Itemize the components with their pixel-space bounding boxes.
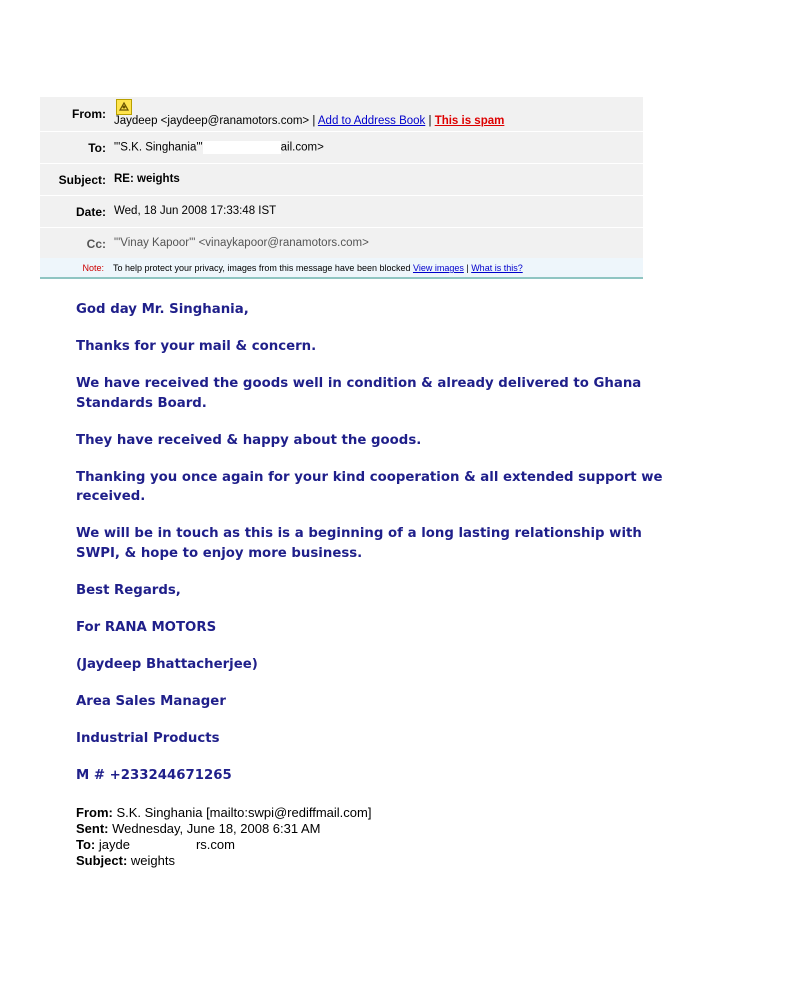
- signature-company: For RANA MOTORS: [76, 619, 217, 635]
- quoted-to-label: To:: [76, 837, 96, 852]
- closing: Best Regards,: [76, 582, 181, 598]
- message-body: [76, 300, 676, 803]
- from-row: [40, 97, 643, 132]
- quoted-to-start: jayde: [95, 837, 130, 852]
- body-paragraph: We will be in touch as this is a beginning of a long lasting relationship with SWPI, & hope to enjoy more business.: [76, 526, 642, 561]
- subject-value: RE: weights: [114, 173, 180, 185]
- contact-card-icon[interactable]: [116, 99, 132, 115]
- cc-row: [40, 228, 643, 260]
- to-value: [114, 141, 324, 154]
- quoted-to: [76, 837, 371, 853]
- add-to-address-book-link[interactable]: Add to Address Book: [317, 115, 426, 127]
- image-blocked-note: [40, 258, 643, 279]
- to-row: [40, 132, 643, 164]
- date-value: Wed, 18 Jun 2008 17:33:48 IST: [114, 205, 277, 217]
- note-separator: |: [463, 263, 472, 273]
- date-row: [40, 196, 643, 228]
- quoted-from: [76, 805, 371, 821]
- email-header: [40, 97, 643, 260]
- from-address: Jaydeep <jaydeep@ranamotors.com> |: [114, 115, 318, 127]
- subject-label: Subject:: [58, 173, 106, 187]
- note-text-wrap: [113, 263, 523, 273]
- redacted-block: [130, 840, 196, 852]
- signature-division: Industrial Products: [76, 730, 220, 746]
- to-value-start: "'S.K. Singhania'": [114, 141, 203, 154]
- redacted-block: [203, 141, 281, 154]
- to-value-end: ail.com>: [280, 141, 324, 154]
- to-label: To:: [88, 141, 106, 155]
- signature-title: Area Sales Manager: [76, 693, 226, 709]
- subject-row: [40, 164, 643, 196]
- from-label: From:: [72, 107, 106, 121]
- cc-value: "'Vinay Kapoor'" <vinaykapoor@ranamotors.com>: [114, 237, 369, 249]
- quoted-sent-value: Wednesday, June 18, 2008 6:31 AM: [108, 821, 321, 836]
- what-is-this-link[interactable]: What is this?: [471, 263, 523, 273]
- note-text: To help protect your privacy, images from this message have been blocked: [113, 263, 413, 273]
- quoted-from-label: From:: [76, 805, 113, 820]
- signature-phone: M # +233244671265: [76, 767, 232, 783]
- quoted-subject-label: Subject:: [76, 853, 128, 868]
- greeting: God day Mr. Singhania,: [76, 302, 249, 317]
- from-value: [114, 115, 504, 127]
- quoted-sent: [76, 821, 371, 837]
- quoted-to-end: rs.com: [195, 837, 235, 852]
- quoted-subject: [76, 853, 371, 869]
- body-paragraph: They have received & happy about the goods.: [76, 432, 422, 448]
- body-paragraph: We have received the goods well in condition & already delivered to Ghana Standards Board.: [76, 376, 642, 411]
- signature-name: (Jaydeep Bhattacherjee): [76, 656, 258, 672]
- quoted-subject-value: weights: [127, 853, 175, 868]
- quoted-sent-label: Sent:: [76, 821, 109, 836]
- cc-label: Cc:: [86, 237, 106, 251]
- note-label: Note:: [82, 263, 104, 273]
- view-images-link[interactable]: View images: [412, 263, 464, 273]
- body-paragraph: Thanks for your mail & concern.: [76, 339, 317, 354]
- quoted-from-value: S.K. Singhania [mailto:swpi@rediffmail.com]: [112, 805, 372, 820]
- this-is-spam-link[interactable]: This is spam: [434, 115, 505, 127]
- quoted-header: [76, 805, 371, 869]
- body-paragraph: Thanking you once again for your kind cooperation & all extended support we received.: [76, 469, 663, 504]
- link-separator: |: [425, 115, 435, 127]
- date-label: Date:: [75, 205, 106, 219]
